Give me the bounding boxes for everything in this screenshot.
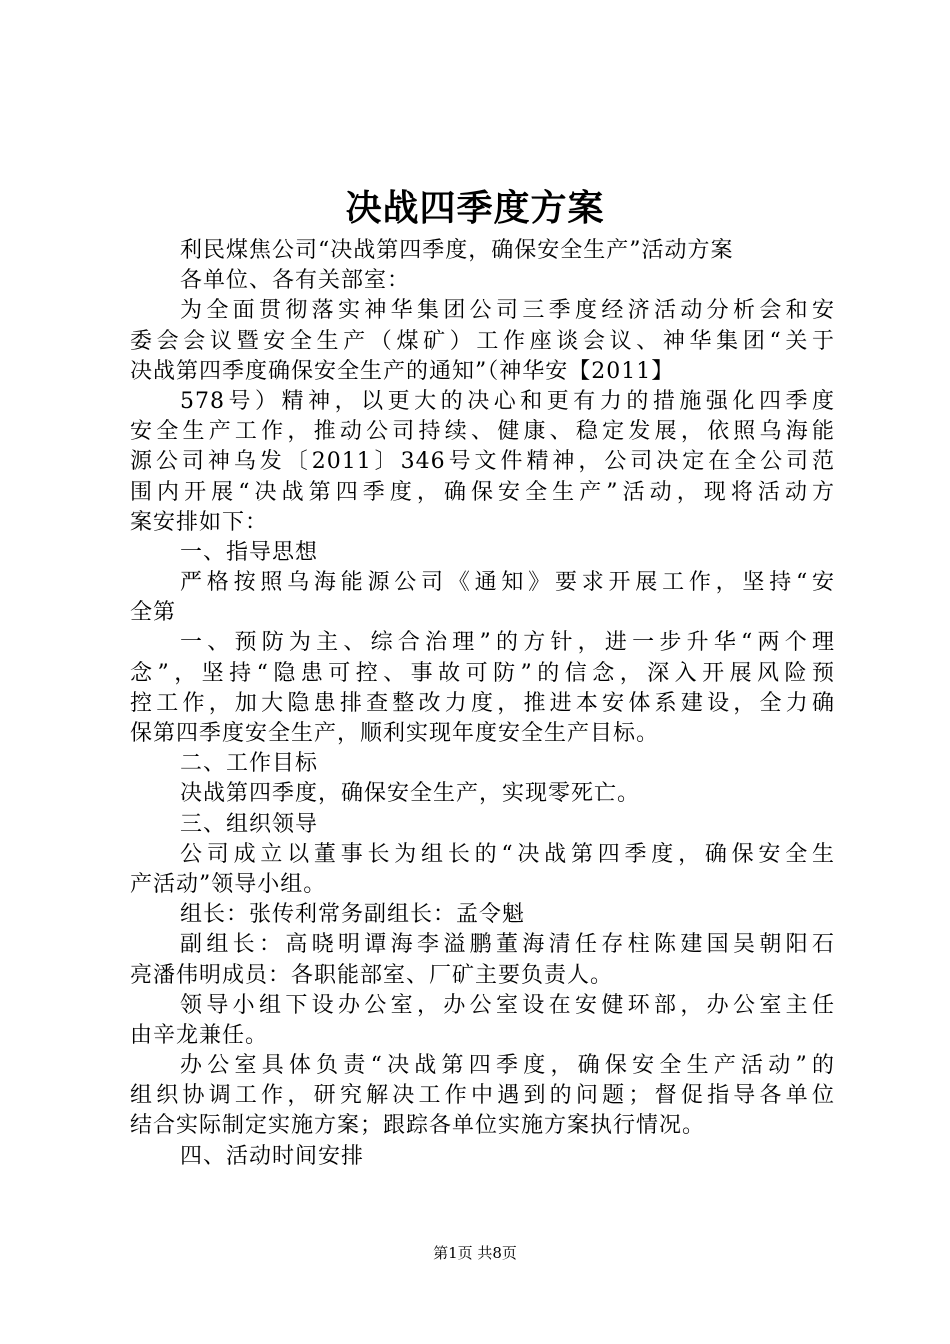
body-line: 一、预防为主、综合治理”的方针，进一步升华“两个理	[180, 630, 835, 656]
body-line: 副组长：高晓明谭海李溢鹏董海清任存柱陈建国吴朝阳石	[180, 932, 835, 958]
body-line: 委会会议暨安全生产（煤矿）工作座谈会议、神华集团“关于	[130, 328, 835, 354]
body-line: 利民煤焦公司“决战第四季度，确保安全生产”活动方案	[180, 238, 734, 263]
body-line: 全第	[130, 600, 177, 626]
body-line: 578号）精神，以更大的决心和更有力的措施强化四季度	[180, 388, 835, 414]
body-line: 源公司神乌发〔2011〕346号文件精神，公司决定在全公司范	[130, 449, 835, 475]
body-line: 围内开展“决战第四季度，确保安全生产”活动，现将活动方	[130, 479, 835, 505]
body-line: 严格按照乌海能源公司《通知》要求开展工作，坚持“安	[180, 570, 835, 596]
body-line: 亮潘伟明成员：各职能部室、厂矿主要负责人。	[130, 962, 614, 988]
document-body	[130, 236, 835, 1172]
document-title: 决战四季度方案	[345, 187, 605, 229]
body-line: 办公室具体负责“决战第四季度，确保安全生产活动”的	[180, 1053, 835, 1079]
body-line: 控工作，加大隐患排查整改力度，推进本安体系建设，全力确	[130, 690, 835, 716]
body-line: 产活动”领导小组。	[130, 871, 327, 897]
body-line: 四、活动时间安排	[180, 1143, 365, 1169]
body-line: 公司成立以董事长为组长的“决战第四季度，确保安全生	[180, 841, 835, 867]
body-line: 案安排如下：	[130, 509, 269, 535]
body-line: 结合实际制定实施方案；跟踪各单位实施方案执行情况。	[130, 1113, 706, 1139]
body-line: 为全面贯彻落实神华集团公司三季度经济活动分析会和安	[180, 298, 835, 324]
body-line: 安全生产工作，推动公司持续、健康、稳定发展，依照乌海能	[130, 419, 835, 445]
page-footer: 第1页 共8页	[433, 1244, 517, 1262]
body-line: 决战第四季度确保安全生产的通知”（神华安【2011】	[130, 358, 675, 384]
body-line: 念”，坚持“隐患可控、事故可防”的信念，深入开展风险预	[130, 660, 835, 686]
body-line: 由辛龙兼任。	[130, 1022, 269, 1048]
body-line: 组长：张传利常务副组长：孟令魁	[180, 902, 526, 928]
body-line: 各单位、各有关部室：	[180, 268, 411, 294]
body-line: 二、工作目标	[180, 751, 319, 777]
body-line: 三、组织领导	[180, 811, 319, 837]
body-line: 保第四季度安全生产，顺利实现年度安全生产目标。	[130, 721, 660, 746]
body-line: 一、指导思想	[180, 539, 319, 565]
body-line: 组织协调工作，研究解决工作中遇到的问题；督促指导各单位	[130, 1083, 835, 1109]
body-line: 领导小组下设办公室，办公室设在安健环部，办公室主任	[180, 992, 835, 1018]
body-line: 决战第四季度，确保安全生产，实现零死亡。	[180, 781, 641, 807]
